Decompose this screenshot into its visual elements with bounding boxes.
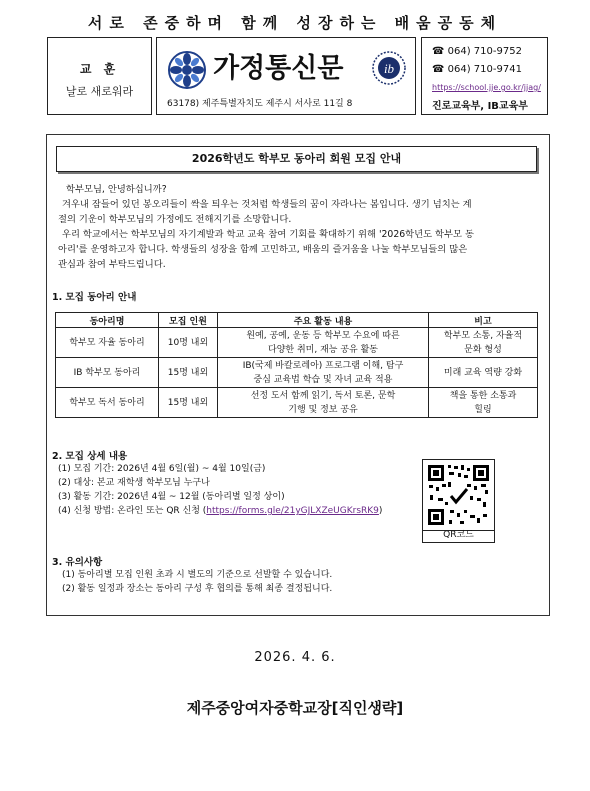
club-activity <box>218 328 429 358</box>
section-3-heading: 3. 유의사항 <box>52 557 103 568</box>
table-row <box>56 358 538 388</box>
phone-number-2: ☎ 064) 710-9741 <box>432 64 522 75</box>
motto-text: 날로 새로워라 <box>65 85 134 98</box>
list-item: (1) 동아리별 모집 인원 초과 시 별도의 기준으로 선발할 수 있습니다. <box>62 570 333 580</box>
section-1-heading: 1. 모집 동아리 안내 <box>52 292 137 303</box>
club-table <box>55 312 538 418</box>
club-name: IB 학부모 동아리 <box>56 358 159 388</box>
club-note <box>429 328 538 358</box>
table-row <box>56 328 538 358</box>
club-note <box>429 358 538 388</box>
phone-number-1: ☎ 064) 710-9752 <box>432 46 522 57</box>
qr-code-icon[interactable] <box>423 460 494 530</box>
club-name: 학부모 자율 동아리 <box>56 328 159 358</box>
list-item: (3) 활동 기간: 2026년 4월 ~ 12월 (동아리별 일정 상이) <box>58 492 285 502</box>
intro-paragraph-2-line-3: 관심과 참여 부탁드립니다. <box>58 259 166 270</box>
activity-line: 기행 및 정보 공유 <box>288 404 358 415</box>
note-line: 학부모 소통, 자율적 <box>443 330 523 341</box>
list-item: (2) 대상: 본교 재학생 학부모님 누구나 <box>58 478 210 488</box>
ib-logo-icon <box>371 50 407 86</box>
list-item: (1) 모집 기간: 2026년 4월 6일(월) ~ 4월 10일(금) <box>58 464 266 474</box>
apply-method-label: (4) 신청 방법: 온라인 또는 QR 신청 ( <box>58 506 207 516</box>
list-item <box>58 504 418 518</box>
intro-paragraph-1-line-1: 겨우내 잠들어 있던 봉오리들이 싹을 틔우는 것처럼 학생들의 꿈이 자라나는 봄입니다. 생기 넘치는 계 <box>62 199 472 210</box>
notice-date: 2026. 4. 6. <box>254 650 336 665</box>
school-address: 63178) 제주특별자치도 제주시 서사로 11길 8 <box>167 99 353 109</box>
activity-line: 원예, 공예, 운동 등 학부모 수요에 따른 <box>246 330 400 341</box>
section-3-list <box>62 568 532 596</box>
principal-signature: 제주중앙여자중학교장[직인생략] <box>186 699 404 717</box>
club-capacity: 15명 내외 <box>159 358 218 388</box>
activity-line: 중심 교육법 학습 및 자녀 교육 적용 <box>253 374 393 385</box>
table-header-capacity: 모집 인원 <box>159 313 218 328</box>
activity-line: 다양한 취미, 재능 공유 활동 <box>268 344 378 355</box>
svg-text:ib: ib <box>383 61 395 76</box>
club-name: 학부모 독서 동아리 <box>56 388 159 418</box>
note-line: 미래 교육 역량 강화 <box>443 367 523 378</box>
table-header-row <box>56 313 538 328</box>
greeting: 학부모님, 안녕하십니까? <box>66 184 167 195</box>
note-line: 문화 형성 <box>464 344 502 355</box>
table-header-note: 비고 <box>429 313 538 328</box>
apply-method-suffix: ) <box>378 506 383 516</box>
club-activity <box>218 388 429 418</box>
note-line: 힐링 <box>474 404 492 415</box>
intro-paragraph-1-line-2: 절의 기운이 학부모님의 가정에도 전해지기를 소망합니다. <box>58 214 292 225</box>
motto-label: 교 훈 <box>79 62 120 76</box>
note-line: 책을 통한 소통과 <box>449 390 517 401</box>
club-capacity: 15명 내외 <box>159 388 218 418</box>
contact-box <box>421 37 548 115</box>
motto-box <box>47 37 152 115</box>
notice-title: 2026학년도 학부모 동아리 회원 모집 안내 <box>56 146 537 172</box>
intro-paragraph-2-line-2: 아리'를 운영하고자 합니다. 학생들의 성장을 함께 고민하고, 배움의 즐거움을 나눌 학부모님들의 많은 <box>58 244 468 255</box>
departments: 진로교육부, IB교육부 <box>432 101 528 112</box>
school-emblem-icon <box>167 50 207 90</box>
qr-code-label: QR코드 <box>422 529 495 543</box>
activity-line: IB(국제 바칼로레아) 프로그램 이해, 탐구 <box>242 360 404 371</box>
school-slogan: 서로 존중하며 함께 성장하는 배움공동체 <box>87 14 503 32</box>
school-website-link[interactable]: https://school.jje.go.kr/jjag/ <box>432 83 541 92</box>
club-capacity: 10명 내외 <box>159 328 218 358</box>
table-row <box>56 388 538 418</box>
activity-line: 선정 도서 함께 읽기, 독서 토론, 문학 <box>250 390 396 401</box>
table-header-activity: 주요 활동 내용 <box>218 313 429 328</box>
list-item: (2) 활동 일정과 장소는 동아리 구성 후 협의를 통해 최종 결정됩니다. <box>62 584 333 594</box>
newsletter-title-box <box>156 37 416 115</box>
intro-paragraph-2-line-1: 우리 학교에서는 학부모님의 자기계발과 학교 교육 참여 기회를 확대하기 위해 '2026학년도 학부모 동 <box>62 229 474 240</box>
section-2-list <box>58 462 418 518</box>
club-activity <box>218 358 429 388</box>
club-note <box>429 388 538 418</box>
section-2-heading: 2. 모집 상세 내용 <box>52 451 128 462</box>
application-form-link[interactable]: https://forms.gle/21yGJLXZeUGKrsRK9 <box>206 506 379 516</box>
qr-code-frame <box>422 459 495 531</box>
newsletter-title: 가정통신문 <box>213 53 344 84</box>
table-header-club-name: 동아리명 <box>56 313 159 328</box>
intro-section <box>58 182 538 272</box>
